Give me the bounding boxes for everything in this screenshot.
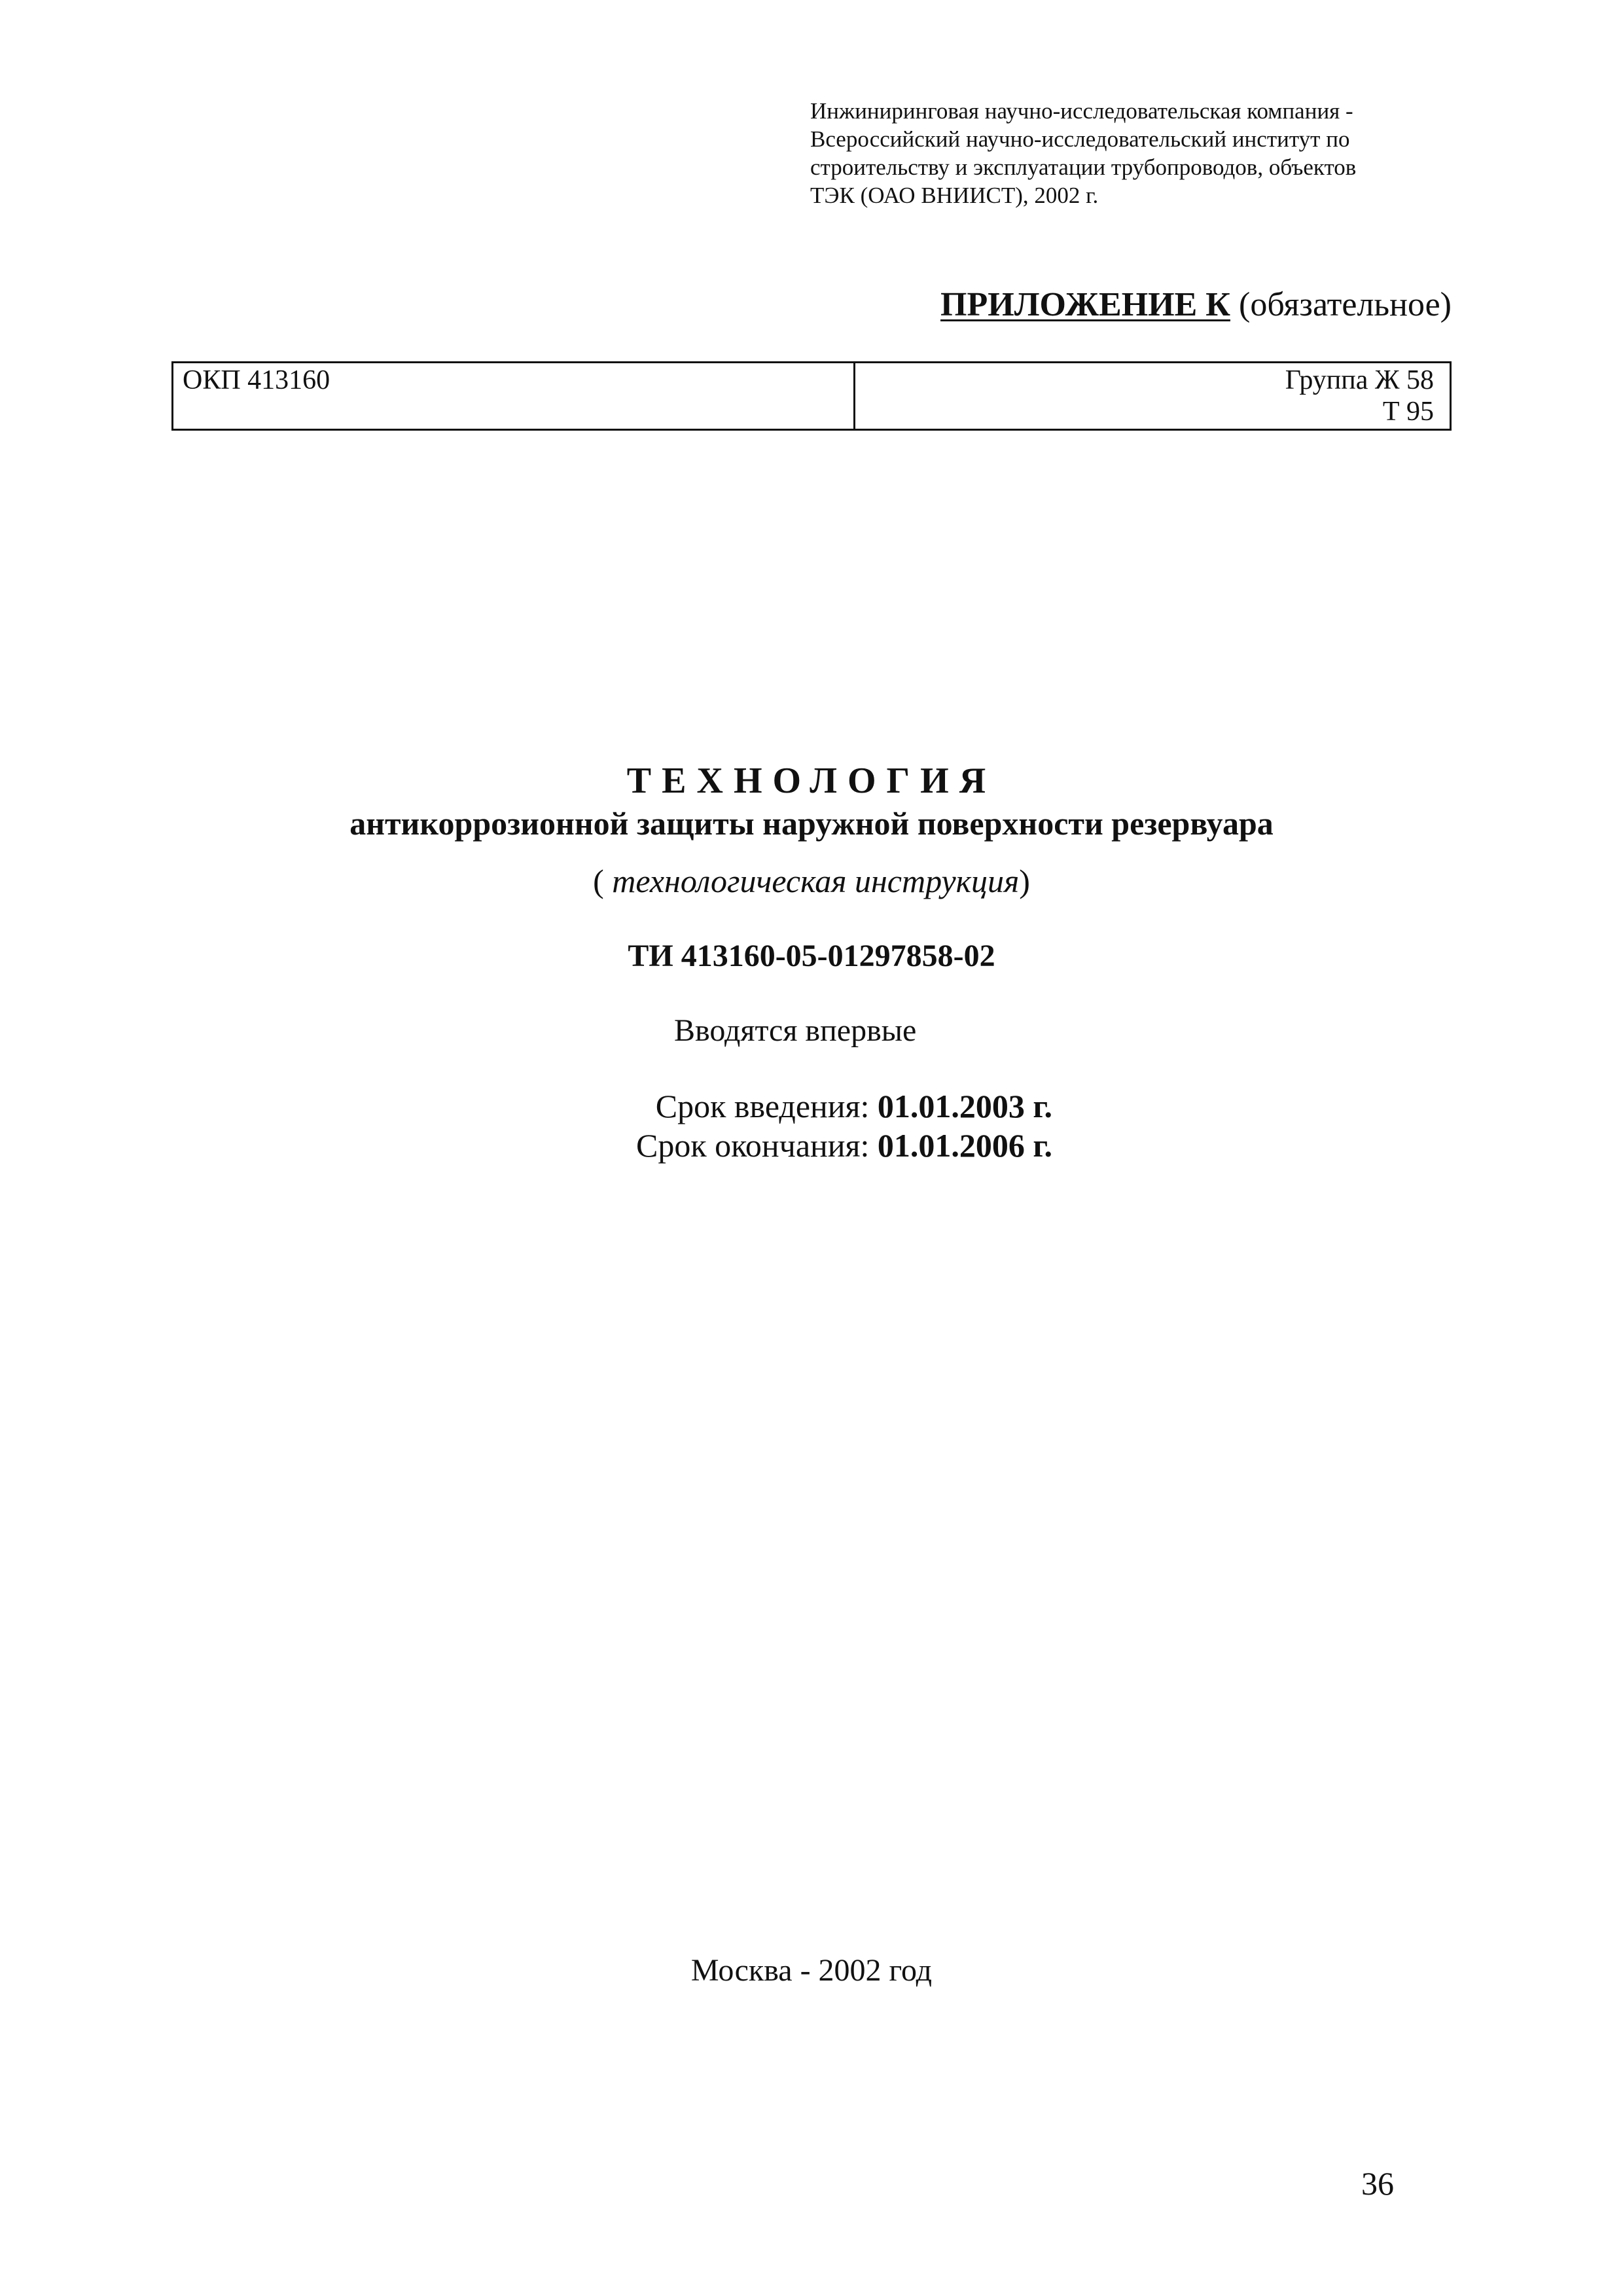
city-year: Москва - 2002 год (690, 1953, 933, 1988)
org-line-2: Всероссийский научно-исследовательский институт по (810, 126, 1350, 152)
appendix-heading (940, 285, 1452, 325)
document-kind-open: ( (593, 863, 613, 899)
end-date-value: 01.01.2006 г. (877, 1127, 1052, 1164)
group-code-secondary: Т 95 (1382, 397, 1434, 427)
start-date-label: Срок введения: (655, 1088, 878, 1124)
end-date-row (636, 1126, 1052, 1165)
org-line-1: Инжиниринговая научно-исследовательская компания - (810, 98, 1353, 124)
org-line-4: ТЭК (ОАО ВНИИСТ), 2002 г. (810, 183, 1099, 208)
document-subtitle: антикоррозионной защиты наружной поверхности резервуара (349, 805, 1274, 842)
appendix-note: (обязательное) (1239, 286, 1452, 323)
validity-dates (636, 1086, 1052, 1165)
document-kind (0, 861, 1623, 901)
organization-header (810, 97, 1438, 209)
document-kind-close: ) (1019, 863, 1030, 899)
okp-code: ОКП 413160 (183, 365, 330, 395)
document-title: ТЕХНОЛОГИЯ (626, 761, 997, 801)
org-line-3: строительству и эксплуатации трубопроводов, объектов (810, 154, 1357, 180)
status-text: Вводятся впервые (674, 1013, 917, 1048)
document-code: ТИ 413160-05-01297858-02 (628, 939, 995, 973)
appendix-title: ПРИЛОЖЕНИЕ К (940, 286, 1230, 323)
group-code-cell (855, 363, 1450, 429)
page-number: 36 (1361, 2165, 1394, 2202)
okp-code-cell (173, 363, 855, 429)
classification-table (171, 361, 1452, 431)
start-date-row (636, 1086, 1052, 1126)
start-date-value: 01.01.2003 г. (877, 1088, 1052, 1124)
document-kind-text: технологическая инструкция (612, 863, 1020, 899)
group-code: Группа Ж 58 (1285, 365, 1434, 395)
end-date-label: Срок окончания: (636, 1127, 878, 1164)
